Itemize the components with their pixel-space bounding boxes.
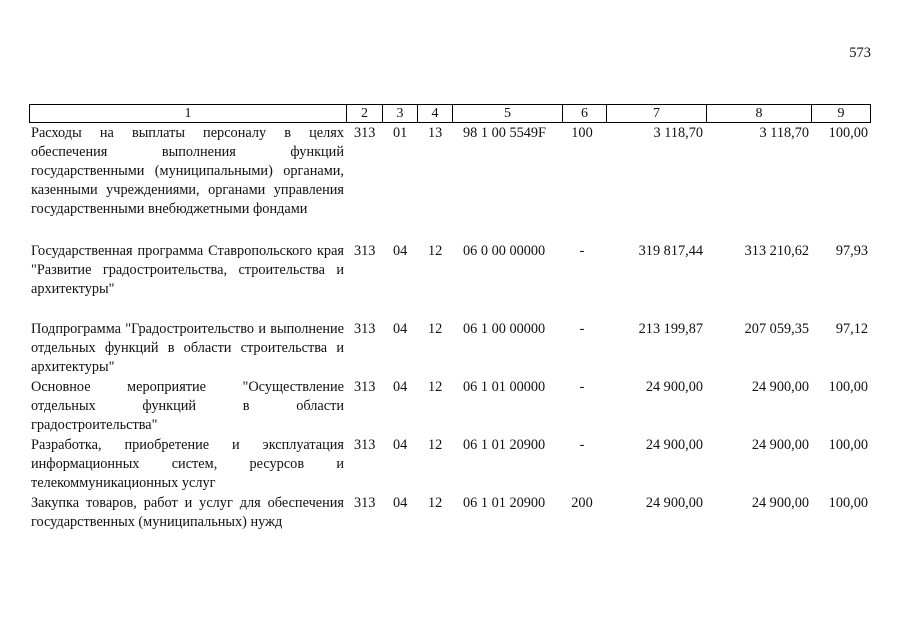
header-col-5: 5 bbox=[452, 104, 563, 123]
header-col-3: 3 bbox=[382, 104, 418, 123]
row-subsection: 13 bbox=[428, 125, 443, 141]
row-target-article: 06 0 00 00000 bbox=[463, 243, 546, 259]
header-col-2: 2 bbox=[346, 104, 383, 123]
row-expense-type: - bbox=[579, 321, 585, 337]
row-actual-amount: 24 900,00 bbox=[751, 495, 809, 511]
row-subsection: 12 bbox=[428, 321, 443, 337]
row-section: 04 bbox=[393, 437, 408, 453]
row-target-article: 06 1 01 20900 bbox=[463, 495, 546, 511]
row-expense-type: 100 bbox=[571, 125, 593, 141]
row-code: 313 bbox=[354, 243, 376, 259]
row-description: Государственная программа Ставропольского края "Развитие градостроительства, строительства и архитектуры" bbox=[31, 243, 344, 297]
row-section: 04 bbox=[393, 243, 408, 259]
header-col-6: 6 bbox=[562, 104, 607, 123]
row-actual-amount: 3 118,70 bbox=[759, 125, 809, 141]
row-description: Подпрограмма "Градостроительство и выполнение отдельных функций в области строительства и архитектуры" bbox=[31, 321, 344, 375]
row-target-article: 06 1 00 00000 bbox=[463, 321, 546, 337]
row-section: 04 bbox=[393, 321, 408, 337]
row-percent: 100,00 bbox=[828, 495, 868, 511]
row-description: Расходы на выплаты персоналу в целях обеспечения выполнения функций государственными (муниципальными) органами, казенными учреждениями, органами управления государственными внебюджетными фондами bbox=[31, 125, 344, 217]
row-planned-amount: 24 900,00 bbox=[645, 437, 703, 453]
row-code: 313 bbox=[354, 379, 376, 395]
row-percent: 100,00 bbox=[828, 379, 868, 395]
row-percent: 100,00 bbox=[828, 437, 868, 453]
row-expense-type: - bbox=[579, 437, 585, 453]
row-subsection: 12 bbox=[428, 495, 443, 511]
row-code: 313 bbox=[354, 495, 376, 511]
row-expense-type: - bbox=[579, 379, 585, 395]
row-actual-amount: 24 900,00 bbox=[751, 437, 809, 453]
header-col-9: 9 bbox=[811, 104, 871, 123]
row-target-article: 98 1 00 5549F bbox=[463, 125, 547, 141]
row-description: Основное мероприятие "Осуществление отдельных функций в области градостроительства" bbox=[31, 379, 344, 433]
row-planned-amount: 24 900,00 bbox=[645, 379, 703, 395]
page-number: 573 bbox=[849, 45, 871, 61]
header-col-1: 1 bbox=[29, 104, 347, 123]
row-target-article: 06 1 01 00000 bbox=[463, 379, 546, 395]
row-code: 313 bbox=[354, 437, 376, 453]
row-percent: 97,12 bbox=[835, 321, 868, 337]
header-col-8: 8 bbox=[706, 104, 812, 123]
row-planned-amount: 3 118,70 bbox=[653, 125, 703, 141]
row-section: 04 bbox=[393, 379, 408, 395]
row-subsection: 12 bbox=[428, 243, 443, 259]
row-subsection: 12 bbox=[428, 437, 443, 453]
row-planned-amount: 24 900,00 bbox=[645, 495, 703, 511]
row-planned-amount: 319 817,44 bbox=[638, 243, 703, 259]
row-percent: 100,00 bbox=[828, 125, 868, 141]
row-actual-amount: 207 059,35 bbox=[744, 321, 809, 337]
row-expense-type: 200 bbox=[571, 495, 593, 511]
row-actual-amount: 24 900,00 bbox=[751, 379, 809, 395]
row-target-article: 06 1 01 20900 bbox=[463, 437, 546, 453]
header-col-7: 7 bbox=[606, 104, 707, 123]
row-code: 313 bbox=[354, 125, 376, 141]
row-section: 04 bbox=[393, 495, 408, 511]
row-section: 01 bbox=[393, 125, 408, 141]
header-col-4: 4 bbox=[417, 104, 453, 123]
row-expense-type: - bbox=[579, 243, 585, 259]
row-description: Разработка, приобретение и эксплуатация информационных систем, ресурсов и телекоммуникационных услуг bbox=[31, 437, 344, 491]
row-actual-amount: 313 210,62 bbox=[744, 243, 809, 259]
row-planned-amount: 213 199,87 bbox=[638, 321, 703, 337]
row-code: 313 bbox=[354, 321, 376, 337]
row-description: Закупка товаров, работ и услуг для обеспечения государственных (муниципальных) нужд bbox=[31, 495, 344, 530]
row-subsection: 12 bbox=[428, 379, 443, 395]
row-percent: 97,93 bbox=[835, 243, 868, 259]
